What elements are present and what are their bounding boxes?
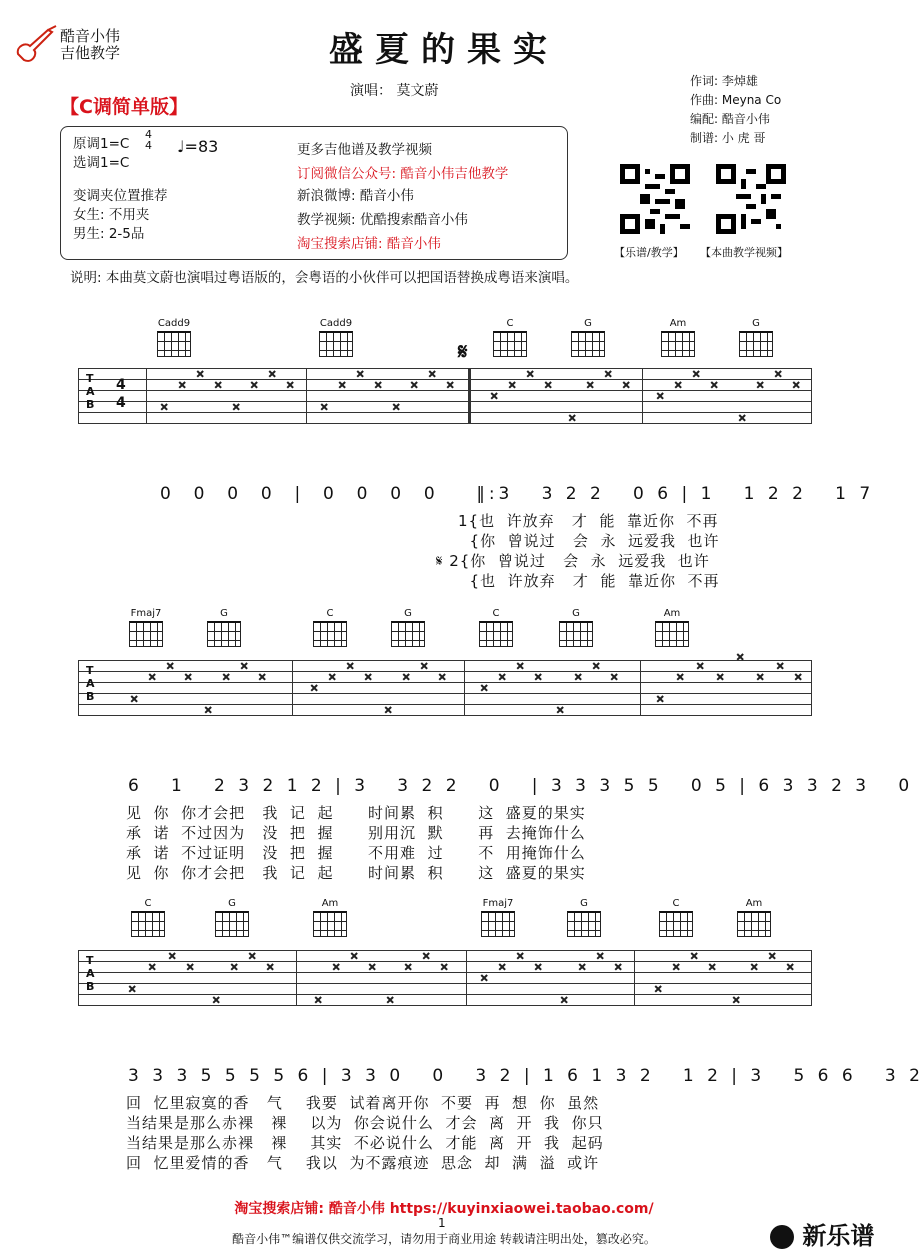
svg-text:×: ×: [756, 380, 765, 391]
svg-text:×: ×: [516, 951, 525, 962]
wechat-text: 订阅微信公众号: 酷音小伟吉他教学: [297, 166, 509, 182]
chord-name: C: [506, 318, 514, 329]
chord-grid-icon: [157, 331, 191, 357]
svg-text:×: ×: [346, 661, 355, 672]
chord-grid-icon: [313, 621, 347, 647]
numbered-notation: 0 0 0 0 | 0 0 0 0 ‖:3 3 2 2 0 6 | 1 1 2 2 1 7: [160, 484, 875, 504]
svg-text:×: ×: [184, 672, 193, 683]
svg-text:×: ×: [534, 962, 543, 973]
svg-text:×: ×: [438, 672, 447, 683]
svg-text:×: ×: [386, 995, 395, 1006]
chord-diagram: C: [656, 898, 696, 909]
svg-text:×: ×: [420, 661, 429, 672]
svg-text:×: ×: [498, 962, 507, 973]
tab-clef-label: T A B: [86, 954, 95, 993]
tab-staff: [78, 652, 812, 716]
svg-text:×: ×: [786, 962, 795, 973]
chord-grid-icon: [737, 911, 771, 937]
svg-text:×: ×: [794, 672, 803, 683]
svg-text:×: ×: [556, 705, 565, 716]
svg-text:×: ×: [610, 672, 619, 683]
tempo: ♩=83: [177, 137, 219, 156]
chord-grid-icon: [481, 911, 515, 937]
svg-text:×: ×: [168, 951, 177, 962]
svg-text:×: ×: [768, 951, 777, 962]
svg-text:×: ×: [508, 380, 517, 391]
svg-text:×: ×: [440, 962, 449, 973]
svg-text:×: ×: [212, 995, 221, 1006]
lyric-line: 𝄋 2{你 曾说过 会 永 远爱我 也许: [436, 552, 710, 570]
svg-text:×: ×: [178, 380, 187, 391]
svg-text:×: ×: [586, 380, 595, 391]
svg-text:×: ×: [708, 962, 717, 973]
svg-text:×: ×: [574, 672, 583, 683]
tab-staff: [78, 368, 812, 424]
svg-text:×: ×: [654, 984, 663, 995]
chord-diagram: C: [310, 608, 350, 619]
svg-text:×: ×: [614, 962, 623, 973]
numbered-notation: 3 3 3 5 5 5 5 6 | 3 3 0 0 3 2 | 1 6 1 3 2 1 2 | 3 5 6 6 3 2: [128, 1066, 924, 1086]
chord-diagram: G: [388, 608, 428, 619]
chord-diagram: G: [564, 898, 604, 909]
svg-text:×: ×: [756, 672, 765, 683]
credit-composer: 作曲: Meyna Co: [690, 93, 782, 107]
lyric-line: 1{也 许放弃 才 能 靠近你 不再: [458, 512, 719, 530]
taobao-text: 淘宝搜索店铺: 酷音小伟: [297, 236, 441, 252]
svg-text:×: ×: [710, 380, 719, 391]
chord-grid-icon: [661, 331, 695, 357]
svg-text:×: ×: [250, 380, 259, 391]
tab-notes: [78, 652, 812, 730]
chord-name: G: [752, 318, 760, 329]
chord-diagram: G: [212, 898, 252, 909]
footer-shop-link[interactable]: 淘宝搜索店铺: 酷音小伟 https://kuyinxiaowei.taobao.com/: [234, 1201, 654, 1217]
chord-diagram: G: [556, 608, 596, 619]
chord-diagram: [658, 318, 698, 329]
svg-text:×: ×: [268, 369, 277, 380]
svg-text:×: ×: [774, 369, 783, 380]
svg-text:×: ×: [674, 380, 683, 391]
svg-text:×: ×: [738, 413, 747, 424]
chord-diagram: C: [128, 898, 168, 909]
lyric-line: 承 诺 不过因为 没 把 握 别用沉 默 再 去掩饰什么: [126, 824, 586, 842]
brand-line-2: 吉他教学: [60, 44, 121, 62]
qr-code-left-icon[interactable]: [620, 164, 690, 234]
svg-text:×: ×: [248, 951, 257, 962]
chord-diagram: [490, 318, 530, 329]
svg-text:×: ×: [622, 380, 631, 391]
svg-text:×: ×: [204, 705, 213, 716]
lyric-line: 当结果是那么赤裸 裸 其实 不必说什么 才能 离 开 我 起码: [126, 1134, 604, 1152]
svg-text:×: ×: [350, 951, 359, 962]
svg-text:×: ×: [490, 391, 499, 402]
svg-text:×: ×: [534, 672, 543, 683]
capo-title: 变调夹位置推荐: [73, 188, 168, 204]
svg-text:×: ×: [750, 962, 759, 973]
chord-grid-icon: [655, 621, 689, 647]
chord-grid-icon: [129, 621, 163, 647]
chord-diagram: [736, 318, 776, 329]
svg-text:×: ×: [214, 380, 223, 391]
svg-text:×: ×: [374, 380, 383, 391]
svg-text:×: ×: [692, 369, 701, 380]
svg-text:×: ×: [656, 694, 665, 705]
logo-text: 新乐谱: [802, 1222, 875, 1250]
weibo-text: 新浪微博: 酷音小伟: [297, 188, 414, 204]
page-number: 1: [438, 1216, 446, 1230]
svg-text:×: ×: [356, 369, 365, 380]
svg-text:×: ×: [672, 962, 681, 973]
capo-male: 男生: 2-5品: [73, 226, 145, 242]
tab-staff: [78, 950, 812, 1006]
svg-text:×: ×: [332, 962, 341, 973]
chord-diagram: G: [204, 608, 244, 619]
svg-text:×: ×: [516, 661, 525, 672]
chord-diagram: Am: [652, 608, 692, 619]
chosen-key: 选调1=C: [73, 155, 130, 171]
svg-text:×: ×: [480, 683, 489, 694]
svg-text:×: ×: [544, 380, 553, 391]
svg-text:×: ×: [428, 369, 437, 380]
svg-text:×: ×: [258, 672, 267, 683]
time-signature: [145, 129, 152, 151]
time-sig-top: 4: [145, 128, 152, 141]
lyric-line: 当结果是那么赤裸 裸 以为 你会说什么 才会 离 开 我 你只: [126, 1114, 604, 1132]
svg-text:×: ×: [656, 391, 665, 402]
svg-text:×: ×: [338, 380, 347, 391]
original-key: 原调1=C: [73, 136, 130, 152]
svg-text:×: ×: [596, 951, 605, 962]
chord-diagram: Fmaj7: [126, 608, 166, 619]
tab-notes: [78, 950, 812, 1020]
song-title: 盛夏的果实: [329, 30, 559, 70]
credits: [690, 72, 781, 148]
chord-diagram: Fmaj7: [478, 898, 518, 909]
chord-diagram: Am: [734, 898, 774, 909]
svg-text:×: ×: [792, 380, 801, 391]
svg-text:×: ×: [592, 661, 601, 672]
svg-text:×: ×: [402, 672, 411, 683]
tab-clef-label: T A B: [86, 372, 95, 411]
lyric-line: 回 忆里寂寞的香 气 我要 试着离开你 不要 再 想 你 虽然: [126, 1094, 600, 1112]
chord-name: Am: [669, 318, 687, 329]
xinyuepu-logo: [770, 1216, 874, 1251]
chord-diagram: Am: [310, 898, 350, 909]
svg-text:×: ×: [148, 672, 157, 683]
svg-text:×: ×: [196, 369, 205, 380]
chord-diagram: [316, 318, 356, 329]
svg-text:×: ×: [310, 683, 319, 694]
qr-label-right: 【本曲教学视频】: [700, 246, 788, 259]
svg-text:×: ×: [526, 369, 535, 380]
credit-lyricist: 作词: 李焯雄: [690, 74, 758, 88]
chord-diagram: [568, 318, 608, 329]
lyric-line: 见 你 你才会把 我 记 起 时间累 积 这 盛夏的果实: [126, 864, 586, 882]
chord-name: Cadd9: [319, 318, 353, 329]
svg-text:×: ×: [446, 380, 455, 391]
more-text: 更多吉他谱及教学视频: [297, 142, 432, 158]
tab-time-signature: 4 4: [116, 377, 126, 411]
svg-text:×: ×: [130, 694, 139, 705]
chord-grid-icon: [131, 911, 165, 937]
svg-text:×: ×: [604, 369, 613, 380]
svg-text:×: ×: [128, 984, 137, 995]
chord-grid-icon: [313, 911, 347, 937]
footer-disclaimer: 酷音小伟™编谱仅供交流学习，请勿用于商业用途 转载请注明出处，篡改必究。: [232, 1232, 656, 1246]
svg-text:×: ×: [676, 672, 685, 683]
credit-transcriber: 制谱: 小 虎 哥: [690, 131, 766, 145]
info-box: [60, 126, 568, 260]
chord-diagram: C: [476, 608, 516, 619]
svg-text:×: ×: [690, 951, 699, 962]
svg-text:×: ×: [716, 672, 725, 683]
chord-grid-icon: [207, 621, 241, 647]
brand-line-1: 酷音小伟: [60, 27, 121, 45]
edition-label: 【C调简单版】: [60, 96, 188, 118]
capo-female: 女生: 不用夹: [73, 207, 150, 223]
svg-text:×: ×: [384, 705, 393, 716]
svg-text:×: ×: [160, 402, 169, 413]
svg-text:×: ×: [148, 962, 157, 973]
svg-text:×: ×: [222, 672, 231, 683]
svg-text:×: ×: [560, 995, 569, 1006]
chord-grid-icon: [391, 621, 425, 647]
chord-name: Cadd9: [157, 318, 191, 329]
svg-text:×: ×: [732, 995, 741, 1006]
svg-text:×: ×: [286, 380, 295, 391]
svg-text:×: ×: [364, 672, 373, 683]
svg-text:×: ×: [240, 661, 249, 672]
lyric-line: 回 忆里爱情的香 气 我以 为不露痕迹 思念 却 满 溢 或许: [126, 1154, 600, 1172]
svg-text:×: ×: [186, 962, 195, 973]
disc-icon: [770, 1225, 794, 1249]
svg-text:×: ×: [776, 661, 785, 672]
svg-text:×: ×: [696, 661, 705, 672]
chord-grid-icon: [567, 911, 601, 937]
svg-text:×: ×: [266, 962, 275, 973]
svg-text:×: ×: [230, 962, 239, 973]
svg-text:×: ×: [232, 402, 241, 413]
chord-grid-icon: [215, 911, 249, 937]
chord-grid-icon: [559, 621, 593, 647]
qr-code-right-icon[interactable]: [716, 164, 786, 234]
svg-text:×: ×: [166, 661, 175, 672]
svg-text:×: ×: [320, 402, 329, 413]
chord-name: G: [584, 318, 592, 329]
singer-line: 演唱： 莫文蔚: [350, 83, 439, 99]
chord-grid-icon: [319, 331, 353, 357]
svg-text:×: ×: [736, 652, 745, 663]
chord-grid-icon: [659, 911, 693, 937]
chord-grid-icon: [571, 331, 605, 357]
svg-text:×: ×: [368, 962, 377, 973]
tab-clef-label: T A B: [86, 664, 95, 703]
qr-label-left: 【乐谱/教学】: [614, 246, 684, 259]
chord-grid-icon: [493, 331, 527, 357]
svg-text:×: ×: [568, 413, 577, 424]
svg-text:×: ×: [328, 672, 337, 683]
chord-grid-icon: [479, 621, 513, 647]
lyric-line: {你 曾说过 会 永 远爱我 也许: [458, 532, 720, 550]
explanation-note: 说明: 本曲莫文蔚也演唱过粤语版的，会粤语的小伙伴可以把国语替换成粤语来演唱。: [70, 270, 579, 286]
segno-icon: 𝄋: [458, 340, 468, 365]
svg-text:×: ×: [392, 402, 401, 413]
svg-text:×: ×: [314, 995, 323, 1006]
tab-notes: [78, 368, 812, 438]
lyric-line: {也 许放弃 才 能 靠近你 不再: [458, 572, 720, 590]
time-sig-bottom: 4: [145, 139, 152, 152]
svg-text:×: ×: [480, 973, 489, 984]
lyric-line: 见 你 你才会把 我 记 起 时间累 积 这 盛夏的果实: [126, 804, 586, 822]
svg-text:×: ×: [498, 672, 507, 683]
svg-text:×: ×: [578, 962, 587, 973]
chord-grid-icon: [739, 331, 773, 357]
svg-text:×: ×: [404, 962, 413, 973]
svg-text:×: ×: [410, 380, 419, 391]
video-text: 教学视频: 优酷搜索酷音小伟: [297, 212, 468, 228]
numbered-notation: 6 1 2 3 2 1 2 | 3 3 2 2 0 | 3 3 3 5 5 0 5 | 6 3 3 2 3 0: [128, 776, 914, 796]
lyric-line: 承 诺 不过证明 没 把 握 不用难 过 不 用掩饰什么: [126, 844, 586, 862]
svg-text:×: ×: [422, 951, 431, 962]
credit-arranger: 编配: 酷音小伟: [690, 112, 770, 126]
chord-diagram: [154, 318, 194, 329]
